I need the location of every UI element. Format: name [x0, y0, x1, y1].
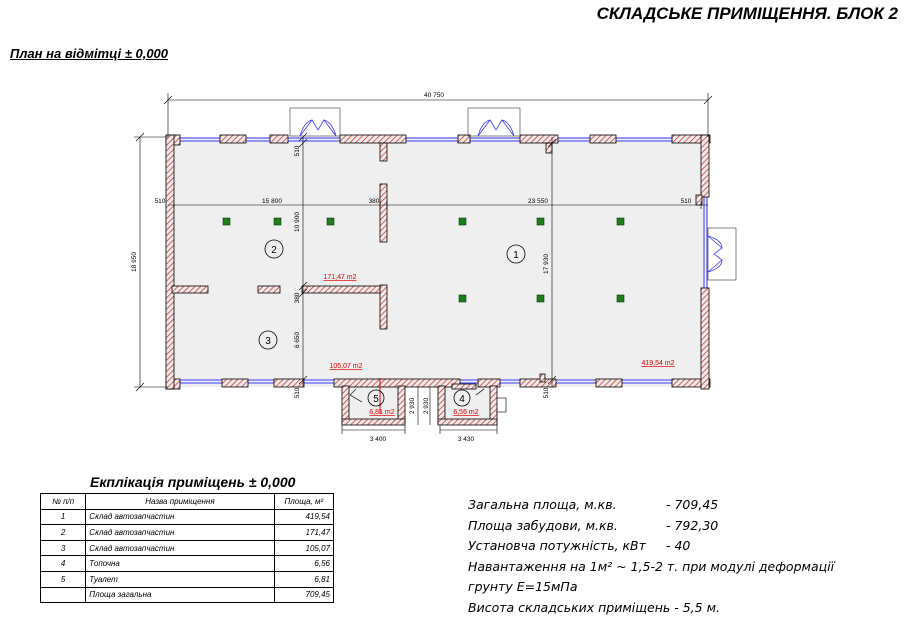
dim-partition: 380: [294, 292, 301, 304]
spec-height: Висота складських приміщень - 5,5 м.: [468, 599, 720, 615]
room-5-area: 6,81 m2: [369, 409, 395, 416]
spec-label: Площа забудови, м.кв.: [468, 517, 618, 533]
dim-overall-height: 18 950: [131, 252, 138, 272]
spec-value: - 709,45: [666, 497, 719, 512]
spec-label: Загальна площа, м.кв.: [468, 497, 617, 512]
cell-no-empty: [41, 587, 86, 603]
spec-value: - 40: [666, 538, 691, 554]
spec-total-area: [468, 495, 898, 516]
cell-area: 105,07: [274, 540, 333, 556]
cell-no: 3: [41, 540, 86, 556]
header-no: № п/п: [41, 494, 86, 510]
dim-room5-width: 3 400: [369, 436, 387, 443]
cell-name: Склад автозапчастин: [86, 540, 274, 556]
plan-caption: План на відмітці ± 0,000: [10, 46, 169, 61]
dim-room4-width: 3 430: [457, 436, 475, 443]
table-row: [41, 525, 334, 541]
spec-power: [468, 536, 898, 557]
spec-label: Установча потужність, кВт: [468, 538, 646, 554]
header-area: Площа, м²: [274, 494, 333, 510]
cell-no: 5: [41, 571, 86, 587]
cell-name: Склад автозапчастин: [86, 509, 274, 525]
explication-table: [40, 493, 334, 603]
table-row: [41, 571, 334, 587]
cell-no: 2: [41, 525, 86, 541]
cell-area: 171,47: [274, 525, 333, 541]
room-1-area: 419,54 m2: [641, 360, 675, 367]
table-row: [41, 540, 334, 556]
table-header-row: [41, 494, 334, 510]
cell-name: Склад автозапчастин: [86, 525, 274, 541]
cell-total-label: Площа загальна: [86, 587, 274, 603]
cell-area: 419,54: [274, 509, 333, 525]
dim-room3-height: 6 650: [294, 331, 301, 349]
dim-room2-height: 10 900: [294, 212, 301, 232]
dim-room1-height: 17 930: [543, 254, 550, 274]
spec-load: Навантаження на 1м² ~ 1,5-2 т. при модулі деформації: [468, 558, 835, 574]
spec-built-area: [468, 516, 898, 537]
header-name: Назва приміщення: [86, 494, 274, 510]
room-3-area: 105,07 m2: [329, 363, 363, 370]
cell-area: 6,56: [274, 556, 333, 572]
sheet-title: СКЛАДСЬКЕ ПРИМІЩЕННЯ. БЛОК 2: [596, 4, 898, 23]
room-4-number: 4: [459, 394, 465, 405]
room-5-number: 5: [373, 394, 379, 405]
dim-wall-right: 510: [680, 198, 692, 205]
room-3-number: 3: [265, 336, 271, 347]
dim-annex-left-depth: 2 930: [409, 397, 416, 415]
room-2-area: 171,47 m2: [323, 274, 357, 281]
cell-no: 4: [41, 556, 86, 572]
dim-annex-right-depth: 2 930: [423, 397, 430, 415]
dim-left-span: 15 800: [262, 198, 282, 205]
cell-name: Топочна: [86, 556, 274, 572]
dim-wall-top: 510: [294, 145, 301, 157]
dim-right-span: 23 550: [528, 198, 548, 205]
spec-soil: грунту Е=15мПа: [468, 579, 578, 595]
specifications: [468, 495, 898, 619]
dim-wall-mid: 380: [368, 198, 380, 205]
spec-value: - 792,30: [666, 517, 719, 533]
dim-overall-width: 40 750: [424, 92, 444, 99]
room-2-number: 2: [271, 245, 277, 256]
cell-area: 6,81: [274, 571, 333, 587]
table-row: [41, 556, 334, 572]
table-total-row: [41, 587, 334, 603]
cell-total-area: 709,45: [274, 587, 333, 603]
dim-wall-bottom-right: 510: [543, 387, 550, 399]
dim-wall-left: 510: [154, 198, 166, 205]
cell-name: Туалет: [86, 571, 274, 587]
cell-no: 1: [41, 509, 86, 525]
explication-title: Екплікація приміщень ± 0,000: [90, 474, 296, 490]
room-4-area: 6,56 m2: [453, 409, 479, 416]
floor-area: [168, 137, 708, 387]
dim-wall-bottom-left: 510: [294, 387, 301, 399]
table-row: [41, 509, 334, 525]
room-1-number: 1: [513, 250, 519, 261]
